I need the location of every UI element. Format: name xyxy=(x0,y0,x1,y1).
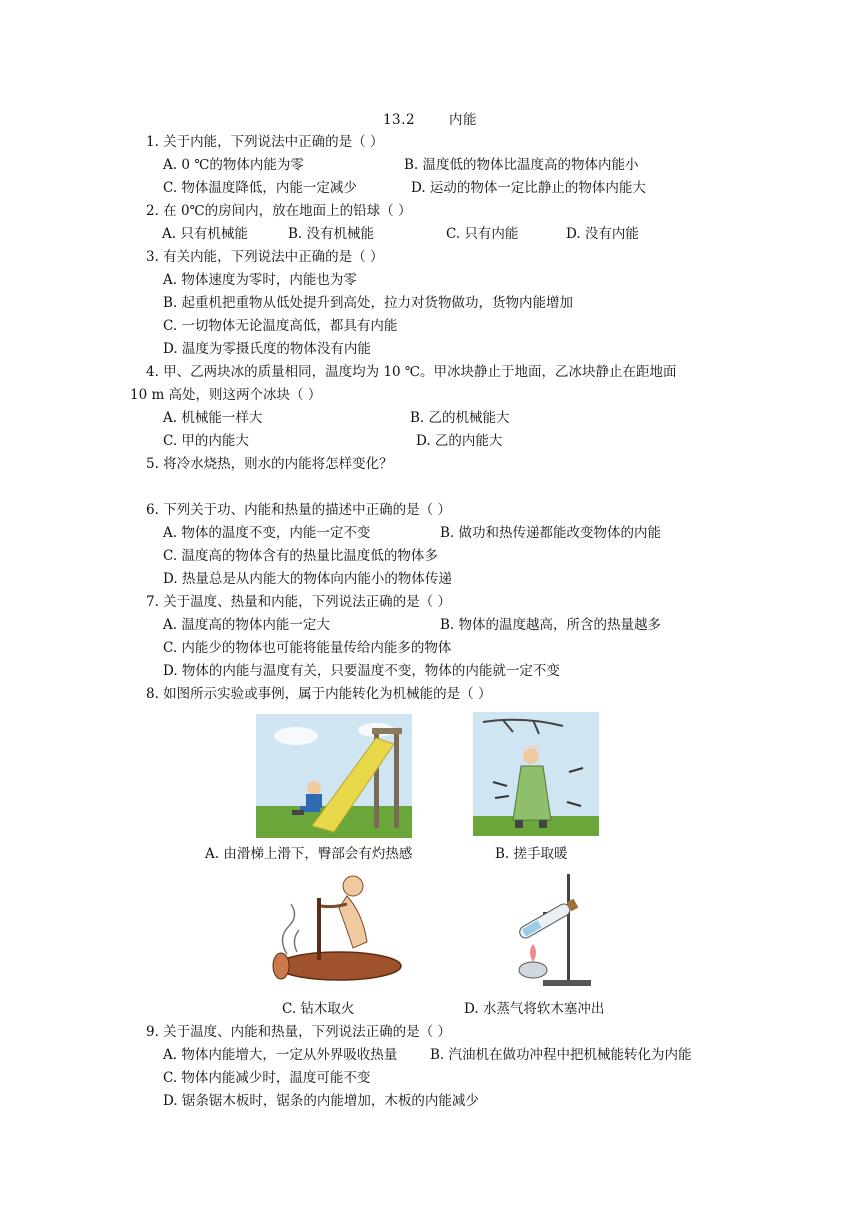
figure-a-caption: A. 由滑梯上滑下，臀部会有灼热感 xyxy=(205,846,413,862)
question-6-option-b: B. 做功和热传递都能改变物体的内能 xyxy=(440,525,662,541)
question-4-option-c: C. 甲的内能大 xyxy=(163,433,249,449)
question-1-stem: 1. 关于内能，下列说法中正确的是（ ） xyxy=(146,134,384,150)
question-7-option-d: D. 物体的内能与温度有关，只要温度不变，物体的内能就一定不变 xyxy=(163,663,560,679)
question-4-stem-line-1: 4. 甲、乙两块冰的质量相同，温度均为 10 ℃。甲冰块静止于地面，乙冰块静止在距地面 xyxy=(146,364,677,380)
question-9-option-a: A. 物体内能增大，一定从外界吸收热量 xyxy=(163,1047,398,1063)
question-4-option-a: A. 机械能一样大 xyxy=(163,410,263,426)
question-2-option-b: B. 没有机械能 xyxy=(288,226,375,242)
question-7-stem: 7. 关于温度、热量和内能，下列说法正确的是（ ） xyxy=(146,594,451,610)
question-4-stem-line-2: 10 m 高处，则这两个冰块（ ） xyxy=(130,387,322,403)
question-6-stem: 6. 下列关于功、内能和热量的描述中正确的是（ ） xyxy=(146,502,451,518)
question-2-option-a: A. 只有机械能 xyxy=(162,226,248,242)
page-title xyxy=(0,108,860,128)
question-7-option-a: A. 温度高的物体内能一定大 xyxy=(163,617,330,633)
question-6-option-d: D. 热量总是从内能大的物体向内能小的物体传递 xyxy=(163,571,452,587)
question-2-option-c: C. 只有内能 xyxy=(446,226,519,242)
question-8-stem: 8. 如图所示实验或事例，属于内能转化为机械能的是（ ） xyxy=(146,686,492,702)
question-1-option-d: D. 运动的物体一定比静止的物体内能大 xyxy=(411,180,646,196)
question-3-option-c: C. 一切物体无论温度高低，都具有内能 xyxy=(163,318,398,334)
question-3-option-b: B. 起重机把重物从低处提升到高处，拉力对货物做功，货物内能增加 xyxy=(163,295,574,311)
question-1-option-a: A. 0 ℃的物体内能为零 xyxy=(163,157,304,173)
test-tube-steam-illustration xyxy=(503,872,593,990)
question-9-option-d: D. 锯条锯木板时，锯条的内能增加，木板的内能减少 xyxy=(163,1093,479,1109)
question-7-option-c: C. 内能少的物体也可能将能量传给内能多的物体 xyxy=(163,640,452,656)
question-9-option-b: B. 汽油机在做功冲程中把机械能转化为内能 xyxy=(430,1047,692,1063)
section-title: 内能 xyxy=(449,112,478,128)
question-6-option-c: C. 温度高的物体含有的热量比温度低的物体多 xyxy=(163,548,438,564)
slide-illustration xyxy=(256,714,412,838)
question-3-option-d: D. 温度为零摄氏度的物体没有内能 xyxy=(163,341,371,357)
question-3-stem: 3. 有关内能，下列说法中正确的是（ ） xyxy=(146,249,384,265)
figure-b-caption: B. 搓手取暖 xyxy=(495,846,568,862)
rubbing-hands-illustration xyxy=(473,712,599,836)
question-4-option-d: D. 乙的内能大 xyxy=(416,433,503,449)
figure-c-caption: C. 钻木取火 xyxy=(282,1001,355,1017)
question-5-stem: 5. 将冷水烧热，则水的内能将怎样变化？ xyxy=(146,456,393,472)
question-9-stem: 9. 关于温度、内能和热量，下列说法正确的是（ ） xyxy=(146,1024,451,1040)
question-1-option-c: C. 物体温度降低，内能一定减少 xyxy=(163,180,357,196)
question-7-option-b: B. 物体的温度越高，所含的热量越多 xyxy=(440,617,662,633)
question-2-stem: 2. 在 0℃的房间内，放在地面上的铅球（ ） xyxy=(146,203,412,219)
question-2-option-d: D. 没有内能 xyxy=(566,226,639,242)
question-3-option-a: A. 物体速度为零时，内能也为零 xyxy=(163,272,357,288)
question-1-option-b: B. 温度低的物体比温度高的物体内能小 xyxy=(404,157,639,173)
question-4-option-b: B. 乙的机械能大 xyxy=(410,410,510,426)
drilling-wood-illustration xyxy=(267,868,405,990)
question-6-option-a: A. 物体的温度不变，内能一定不变 xyxy=(163,525,371,541)
question-9-option-c: C. 物体内能减少时，温度可能不变 xyxy=(163,1070,371,1086)
section-number: 13.2 xyxy=(382,112,416,128)
figure-d-caption: D. 水蒸气将软木塞冲出 xyxy=(464,1001,605,1017)
